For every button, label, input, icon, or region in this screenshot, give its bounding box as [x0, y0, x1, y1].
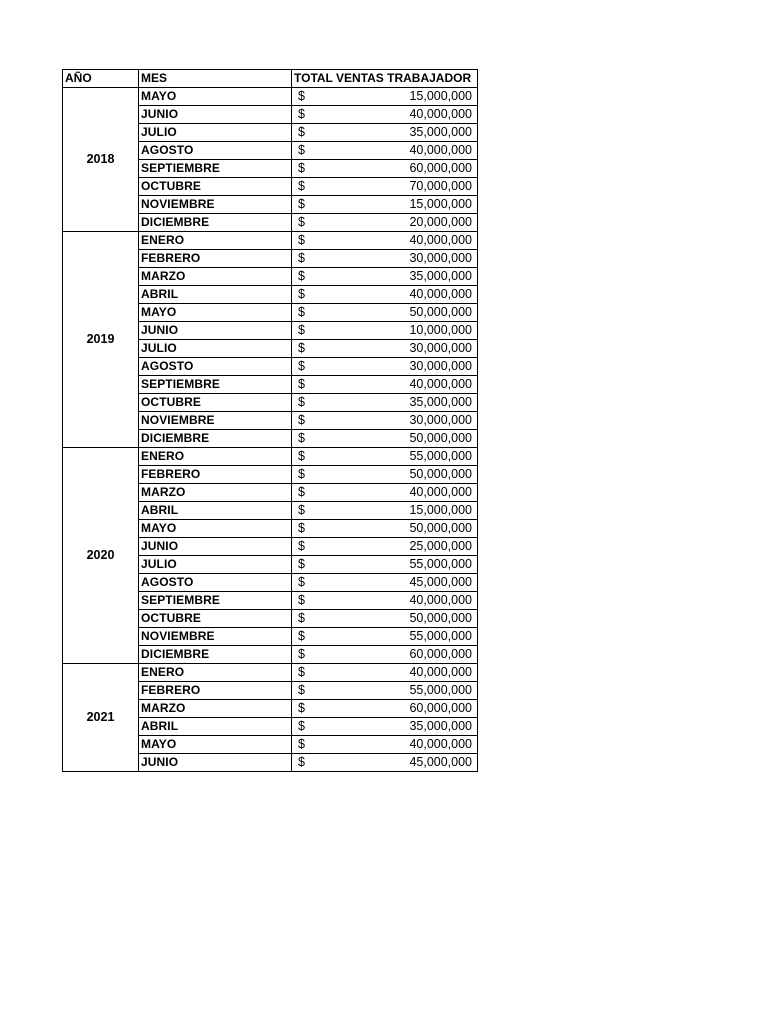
- amount-value: 40,000,000: [409, 287, 472, 301]
- amount-value: 30,000,000: [409, 251, 472, 265]
- table-header: [63, 70, 478, 88]
- amount-cell: [292, 664, 478, 682]
- currency-symbol: $: [298, 521, 305, 535]
- amount-cell: [292, 430, 478, 448]
- year-cell: 2019: [63, 232, 139, 448]
- amount-cell: [292, 520, 478, 538]
- month-cell: ENERO: [139, 232, 292, 250]
- amount-cell: [292, 160, 478, 178]
- amount-value: 50,000,000: [409, 521, 472, 535]
- amount-value: 50,000,000: [409, 611, 472, 625]
- currency-symbol: $: [298, 215, 305, 229]
- month-cell: JUNIO: [139, 754, 292, 772]
- month-cell: JULIO: [139, 340, 292, 358]
- amount-cell: [292, 448, 478, 466]
- amount-value: 30,000,000: [409, 359, 472, 373]
- amount-value: 55,000,000: [409, 449, 472, 463]
- amount-cell: [292, 718, 478, 736]
- month-cell: JUNIO: [139, 106, 292, 124]
- amount-value: 40,000,000: [409, 233, 472, 247]
- amount-cell: [292, 124, 478, 142]
- amount-value: 40,000,000: [409, 377, 472, 391]
- currency-symbol: $: [298, 683, 305, 697]
- amount-value: 40,000,000: [409, 665, 472, 679]
- month-cell: FEBRERO: [139, 466, 292, 484]
- amount-value: 20,000,000: [409, 215, 472, 229]
- amount-value: 50,000,000: [409, 431, 472, 445]
- table-row: [63, 448, 478, 466]
- month-cell: NOVIEMBRE: [139, 628, 292, 646]
- amount-cell: [292, 340, 478, 358]
- currency-symbol: $: [298, 539, 305, 553]
- month-cell: OCTUBRE: [139, 610, 292, 628]
- amount-value: 55,000,000: [409, 557, 472, 571]
- currency-symbol: $: [298, 323, 305, 337]
- currency-symbol: $: [298, 413, 305, 427]
- currency-symbol: $: [298, 485, 305, 499]
- month-cell: MAYO: [139, 88, 292, 106]
- currency-symbol: $: [298, 467, 305, 481]
- amount-value: 50,000,000: [409, 305, 472, 319]
- header-total: TOTAL VENTAS TRABAJADOR: [292, 70, 478, 88]
- amount-cell: [292, 754, 478, 772]
- month-cell: JULIO: [139, 124, 292, 142]
- month-cell: DICIEMBRE: [139, 430, 292, 448]
- amount-value: 60,000,000: [409, 647, 472, 661]
- header-year: AÑO: [63, 70, 139, 88]
- sales-table: [62, 69, 478, 772]
- currency-symbol: $: [298, 377, 305, 391]
- amount-cell: [292, 574, 478, 592]
- month-cell: AGOSTO: [139, 142, 292, 160]
- amount-value: 30,000,000: [409, 341, 472, 355]
- month-cell: DICIEMBRE: [139, 646, 292, 664]
- table-body: [63, 88, 478, 772]
- currency-symbol: $: [298, 305, 305, 319]
- amount-cell: [292, 232, 478, 250]
- month-cell: MARZO: [139, 484, 292, 502]
- month-cell: SEPTIEMBRE: [139, 592, 292, 610]
- month-cell: ENERO: [139, 664, 292, 682]
- amount-cell: [292, 610, 478, 628]
- amount-value: 55,000,000: [409, 629, 472, 643]
- currency-symbol: $: [298, 395, 305, 409]
- currency-symbol: $: [298, 647, 305, 661]
- month-cell: SEPTIEMBRE: [139, 376, 292, 394]
- amount-value: 10,000,000: [409, 323, 472, 337]
- amount-value: 70,000,000: [409, 179, 472, 193]
- currency-symbol: $: [298, 431, 305, 445]
- currency-symbol: $: [298, 629, 305, 643]
- amount-cell: [292, 628, 478, 646]
- currency-symbol: $: [298, 557, 305, 571]
- currency-symbol: $: [298, 737, 305, 751]
- amount-cell: [292, 484, 478, 502]
- amount-cell: [292, 502, 478, 520]
- currency-symbol: $: [298, 125, 305, 139]
- currency-symbol: $: [298, 611, 305, 625]
- year-cell: 2018: [63, 88, 139, 232]
- amount-cell: [292, 394, 478, 412]
- amount-value: 60,000,000: [409, 161, 472, 175]
- table-row: [63, 232, 478, 250]
- amount-value: 50,000,000: [409, 467, 472, 481]
- amount-value: 30,000,000: [409, 413, 472, 427]
- amount-cell: [292, 322, 478, 340]
- amount-cell: [292, 304, 478, 322]
- amount-cell: [292, 376, 478, 394]
- currency-symbol: $: [298, 449, 305, 463]
- amount-cell: [292, 592, 478, 610]
- amount-value: 15,000,000: [409, 89, 472, 103]
- amount-cell: [292, 466, 478, 484]
- month-cell: NOVIEMBRE: [139, 196, 292, 214]
- currency-symbol: $: [298, 197, 305, 211]
- table-row: [63, 88, 478, 106]
- currency-symbol: $: [298, 341, 305, 355]
- currency-symbol: $: [298, 755, 305, 769]
- month-cell: MAYO: [139, 736, 292, 754]
- month-cell: NOVIEMBRE: [139, 412, 292, 430]
- amount-value: 40,000,000: [409, 107, 472, 121]
- currency-symbol: $: [298, 359, 305, 373]
- amount-cell: [292, 286, 478, 304]
- currency-symbol: $: [298, 287, 305, 301]
- amount-cell: [292, 646, 478, 664]
- amount-value: 35,000,000: [409, 269, 472, 283]
- amount-cell: [292, 214, 478, 232]
- amount-value: 40,000,000: [409, 485, 472, 499]
- amount-value: 25,000,000: [409, 539, 472, 553]
- month-cell: DICIEMBRE: [139, 214, 292, 232]
- month-cell: MARZO: [139, 268, 292, 286]
- amount-value: 45,000,000: [409, 755, 472, 769]
- amount-value: 40,000,000: [409, 593, 472, 607]
- amount-cell: [292, 250, 478, 268]
- currency-symbol: $: [298, 233, 305, 247]
- amount-cell: [292, 358, 478, 376]
- currency-symbol: $: [298, 89, 305, 103]
- amount-value: 35,000,000: [409, 395, 472, 409]
- header-month: MES: [139, 70, 292, 88]
- month-cell: JUNIO: [139, 322, 292, 340]
- amount-cell: [292, 178, 478, 196]
- currency-symbol: $: [298, 143, 305, 157]
- amount-cell: [292, 142, 478, 160]
- month-cell: MAYO: [139, 304, 292, 322]
- amount-value: 35,000,000: [409, 125, 472, 139]
- year-cell: 2021: [63, 664, 139, 772]
- currency-symbol: $: [298, 701, 305, 715]
- month-cell: MARZO: [139, 700, 292, 718]
- month-cell: AGOSTO: [139, 574, 292, 592]
- amount-value: 40,000,000: [409, 737, 472, 751]
- month-cell: AGOSTO: [139, 358, 292, 376]
- currency-symbol: $: [298, 179, 305, 193]
- amount-cell: [292, 268, 478, 286]
- amount-cell: [292, 556, 478, 574]
- amount-cell: [292, 538, 478, 556]
- month-cell: FEBRERO: [139, 250, 292, 268]
- header-row: [63, 70, 478, 88]
- currency-symbol: $: [298, 107, 305, 121]
- currency-symbol: $: [298, 575, 305, 589]
- amount-value: 45,000,000: [409, 575, 472, 589]
- month-cell: OCTUBRE: [139, 394, 292, 412]
- month-cell: JUNIO: [139, 538, 292, 556]
- amount-value: 55,000,000: [409, 683, 472, 697]
- amount-cell: [292, 412, 478, 430]
- amount-cell: [292, 106, 478, 124]
- amount-value: 40,000,000: [409, 143, 472, 157]
- amount-value: 60,000,000: [409, 701, 472, 715]
- currency-symbol: $: [298, 269, 305, 283]
- amount-value: 35,000,000: [409, 719, 472, 733]
- month-cell: ENERO: [139, 448, 292, 466]
- month-cell: ABRIL: [139, 286, 292, 304]
- month-cell: FEBRERO: [139, 682, 292, 700]
- month-cell: ABRIL: [139, 718, 292, 736]
- currency-symbol: $: [298, 593, 305, 607]
- currency-symbol: $: [298, 161, 305, 175]
- amount-cell: [292, 88, 478, 106]
- month-cell: SEPTIEMBRE: [139, 160, 292, 178]
- currency-symbol: $: [298, 503, 305, 517]
- currency-symbol: $: [298, 251, 305, 265]
- amount-cell: [292, 700, 478, 718]
- year-cell: 2020: [63, 448, 139, 664]
- month-cell: ABRIL: [139, 502, 292, 520]
- amount-value: 15,000,000: [409, 503, 472, 517]
- amount-cell: [292, 196, 478, 214]
- currency-symbol: $: [298, 665, 305, 679]
- amount-value: 15,000,000: [409, 197, 472, 211]
- month-cell: OCTUBRE: [139, 178, 292, 196]
- amount-cell: [292, 682, 478, 700]
- month-cell: MAYO: [139, 520, 292, 538]
- currency-symbol: $: [298, 719, 305, 733]
- month-cell: JULIO: [139, 556, 292, 574]
- amount-cell: [292, 736, 478, 754]
- table-row: [63, 664, 478, 682]
